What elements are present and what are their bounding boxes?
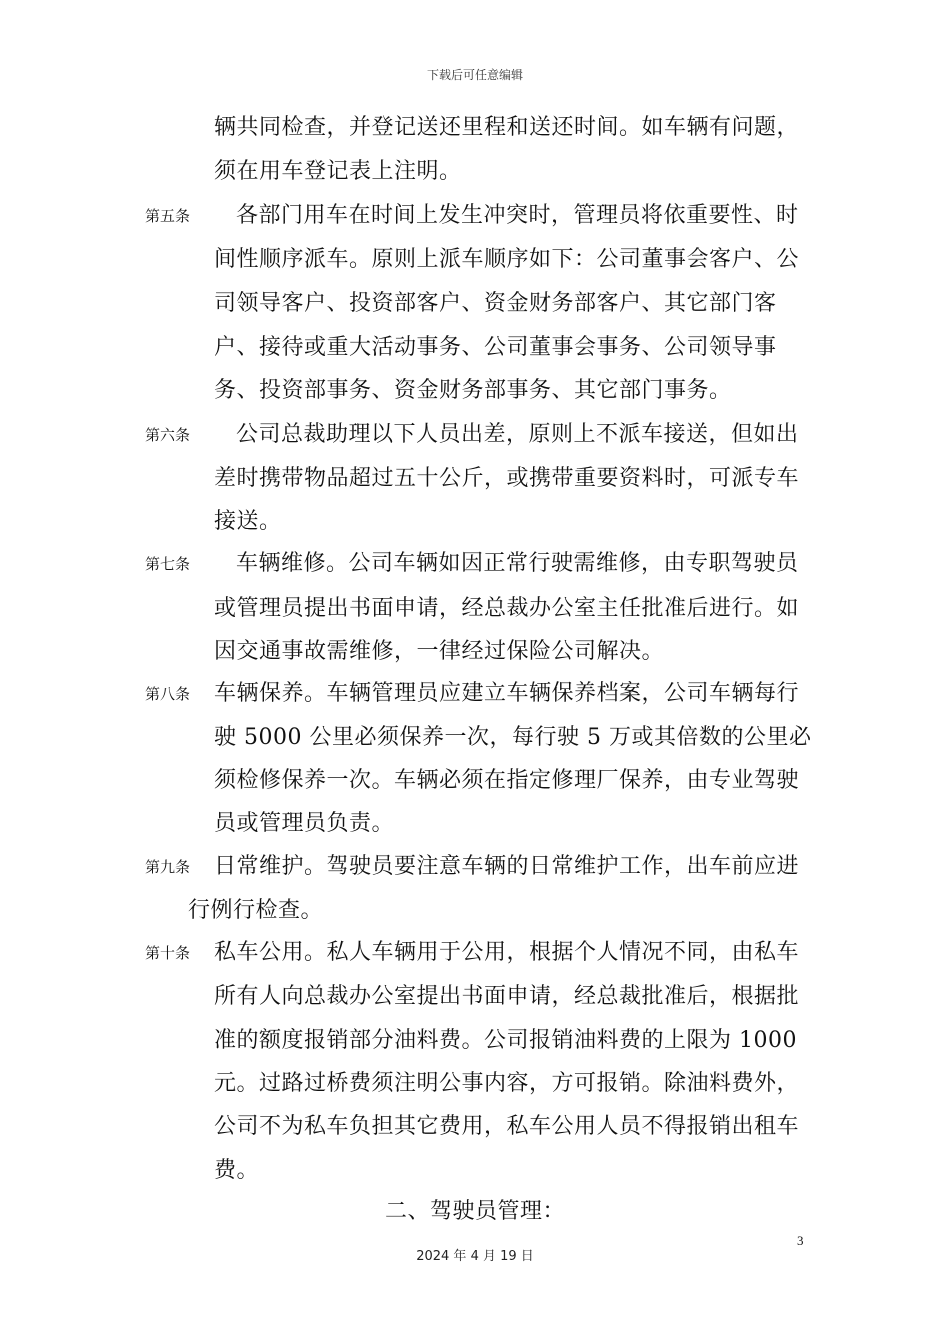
body-line: 间性顺序派车。原则上派车顺序如下：公司董事会客户、公 [214,247,800,272]
body-line: 所有人向总裁办公室提出书面申请，经总裁批准后，根据批 [214,984,800,1009]
article-label-10: 第十条 [145,944,191,962]
body-line: 司领导客户、投资部客户、资金财务部客户、其它部门客 [214,291,777,316]
page-footer-date: 2024 年 4 月 19 日 [416,1249,534,1264]
body-line: 驶 5000 公里必须保养一次，每行驶 5 万或其倍数的公里必 [214,725,812,750]
body-line: 准的额度报销部分油料费。公司报销油料费的上限为 1000 [214,1028,797,1053]
body-line: 行例行检查。 [188,898,324,923]
body-line: 或管理员提出书面申请，经总裁办公室主任批准后进行。如 [214,596,800,621]
article-label-7: 第七条 [145,555,191,573]
body-line: 车辆保养。车辆管理员应建立车辆保养档案，公司车辆每行 [214,681,800,706]
article-label-5: 第五条 [145,207,191,225]
body-line: 日常维护。驾驶员要注意车辆的日常维护工作，出车前应进 [214,854,800,879]
body-line: 公司不为私车负担其它费用，私车公用人员不得报销出租车 [214,1114,800,1139]
body-line: 各部门用车在时间上发生冲突时，管理员将依重要性、时 [236,203,799,228]
article-label-9: 第九条 [145,858,191,876]
body-line: 公司总裁助理以下人员出差，原则上不派车接送，但如出 [236,422,799,447]
section-title: 二、驾驶员管理： [384,1199,565,1224]
body-line: 元。过路过桥费须注明公事内容，方可报销。除油料费外， [214,1071,800,1096]
body-line: 辆共同检查，并登记送还里程和送还时间。如车辆有问题， [214,115,800,140]
body-line: 须在用车登记表上注明。 [214,159,462,184]
body-line: 须检修保养一次。车辆必须在指定修理厂保养，由专业驾驶 [214,768,800,793]
article-label-8: 第八条 [145,685,191,703]
body-line: 接送。 [214,509,282,534]
body-line: 私车公用。私人车辆用于公用，根据个人情况不同，由私车 [214,940,800,965]
body-line: 车辆维修。公司车辆如因正常行驶需维修，由专职驾驶员 [236,551,799,576]
body-line: 员或管理员负责。 [214,811,395,836]
body-line: 差时携带物品超过五十公斤，或携带重要资料时，可派专车 [214,466,800,491]
page-header: 下载后可任意编辑 [426,68,523,82]
body-line: 务、投资部事务、资金财务部事务、其它部门事务。 [214,378,732,403]
body-line: 费。 [214,1158,260,1183]
body-line: 户、接待或重大活动事务、公司董事会事务、公司领导事 [214,335,777,360]
body-line: 因交通事故需维修，一律经过保险公司解决。 [214,639,665,664]
page-number: 3 [797,1233,804,1248]
article-label-6: 第六条 [145,426,191,444]
